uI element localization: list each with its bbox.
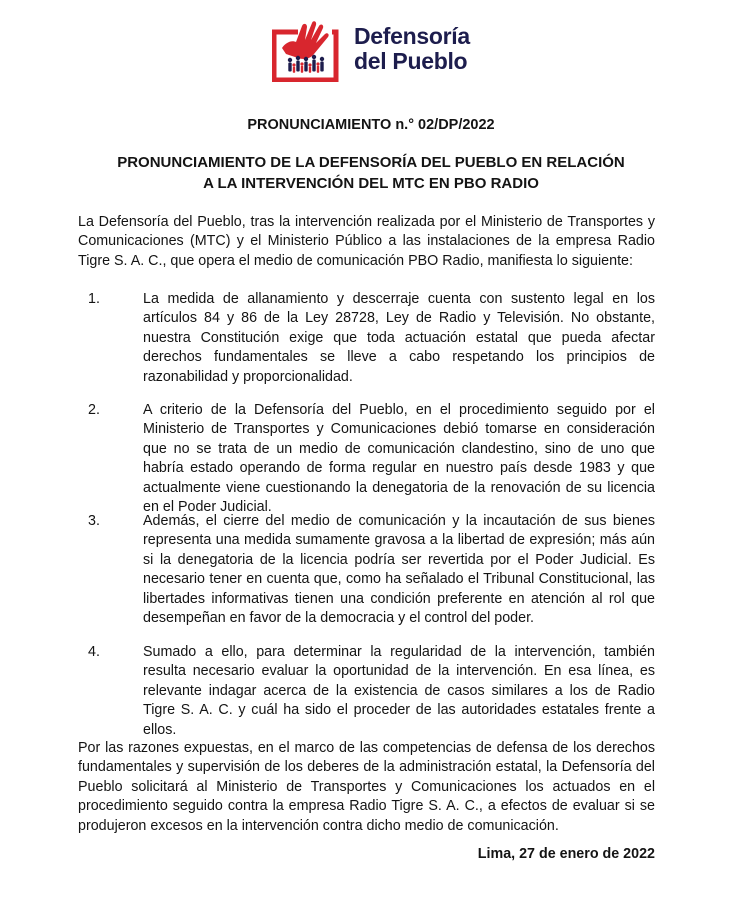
list-item-text: La medida de allanamiento y descerraje cuenta con sustento legal en los artículos 84 y 86 de la Ley 28728, Ley de Radio y Televisión. No obstante, nuestra Constitución exige que toda actuación estatal que pueda afectar derechos fundamentales se lleve a cabo respetando los principios de razonabilidad y proporcionalidad. [143,291,655,385]
title-line-1: PRONUNCIAMIENTO DE LA DEFENSORÍA DEL PUEBLO EN RELACIÓN [117,154,625,171]
intro-paragraph: La Defensoría del Pueblo, tras la intervención realizada por el Ministerio de Transportes y Comunicaciones (MTC) y el Ministerio Público a las instalaciones de la empresa Radio Tigre S. A. C., que opera el medio de comunicación PBO Radio, manifiesta lo siguiente: [78,214,655,269]
list-item-number: 1. [88,291,100,307]
document-title [0,153,742,194]
closing-paragraph: Por las razones expuestas, en el marco de las competencias de defensa de los derechos fundamentales y supervisión de los deberes de la administración estatal, la Defensoría del Pueblo solicitará al Ministerio de Transportes y Comunicaciones los actuados en el procedimiento seguido contra la empresa Radio Tigre S. A. C., a efectos de evaluar si se produjeron excesos en la intervención contra dicho medio de comunicación. [78,740,655,834]
list-item-number: 3. [88,513,100,529]
list-item-number: 2. [88,402,100,418]
logo-line-1: Defensoría [354,23,470,49]
document-date: Lima, 27 de enero de 2022 [477,846,655,862]
title-line-2: A LA INTERVENCIÓN DEL MTC EN PBO RADIO [203,174,539,192]
list-item-text: Además, el cierre del medio de comunicación y la incautación de sus bienes representa una medida sumamente gravosa a la libertad de expresión; más aún si la denegatoria de la licencia podría ser revertida por el Poder Judicial. Es necesario tener en cuenta que, como ha señalado el Tribunal Constitucional, las libertades informativas tienen una condición preferente en atención al rol que desempeñan en favor de la democracia y el control del poder. [143,513,655,627]
list-item-text: A criterio de la Defensoría del Pueblo, en el procedimiento seguido por el Ministerio de Transportes y Comunicaciones debió tomarse en consideración que no se trata de un medio de comunicación clandestino, sino de uno que habría estado operando de forma regular en nuestro país desde 1983 y que actualmente viene cuestionando la denegatoria de la renovación de su licencia en el Poder Judicial. [143,402,655,516]
list-item-text: Sumado a ello, para determinar la regularidad de la intervención, también resulta necesario evaluar la oportunidad de la intervención. En esa línea, es relevante indagar acerca de la existencia de casos similares a los de Radio Tigre S. A. C. y cuál ha sido el proceder de las autoridades estatales frente a ellos. [143,644,655,738]
logo-line-2: del Pueblo [354,48,468,74]
defensoria-emblem-icon [272,18,348,82]
defensoria-logo [272,18,472,82]
logo-wordmark [354,24,470,74]
document-reference: PRONUNCIAMIENTO n.° 02/DP/2022 [247,117,495,133]
list-item-number: 4. [88,644,100,660]
